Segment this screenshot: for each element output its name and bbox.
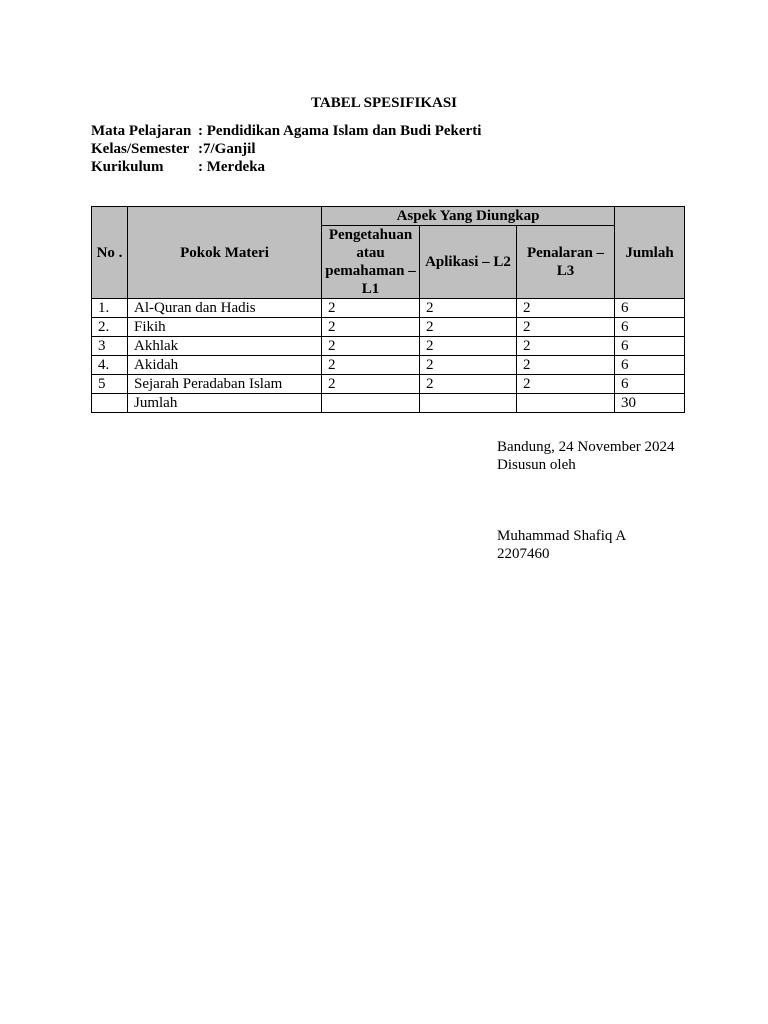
cell-l3: 2 [517,356,615,375]
table-row [92,337,685,356]
meta-label: Kurikulum [91,159,164,175]
cell-l1: 2 [322,299,420,318]
cell-materi: Fikih [128,318,322,337]
cell-materi: Sejarah Peradaban Islam [128,375,322,394]
cell-l3: 2 [517,299,615,318]
cell-l3: 2 [517,375,615,394]
author-name: Muhammad Shafiq A [497,528,627,544]
meta-row-subject [91,122,481,140]
cell-no: 2. [92,318,128,337]
cell-l2: 2 [420,299,517,318]
page-title: TABEL SPESIFIKASI [310,95,458,111]
cell-jumlah: 6 [615,318,685,337]
cell-no: 5 [92,375,128,394]
table-row [92,356,685,375]
meta-value: : Pendidikan Agama Islam dan Budi Pekerti [198,123,482,139]
cell-l2 [420,394,517,413]
cell-jumlah: 6 [615,356,685,375]
meta-row-class-semester [91,140,481,158]
cell-no: 3 [92,337,128,356]
cell-jumlah: 6 [615,375,685,394]
cell-total-label: Jumlah [128,394,322,413]
cell-materi: Akhlak [128,337,322,356]
cell-jumlah: 6 [615,337,685,356]
header-l1: Pengetahuan atau pemahaman – L1 [322,226,420,299]
cell-total-jumlah: 30 [615,394,685,413]
signature-header [497,438,674,474]
cell-l1: 2 [322,356,420,375]
meta-value: : Merdeka [198,159,266,175]
header-l3: Penalaran – L3 [517,226,615,299]
place-date: Bandung, 24 November 2024 [497,439,675,455]
meta-row-curriculum [91,158,481,176]
author-id: 2207460 [497,546,550,562]
table-row [92,375,685,394]
table-total-row [92,394,685,413]
header-jumlah: Jumlah [615,207,685,299]
cell-l2: 2 [420,318,517,337]
cell-l2: 2 [420,337,517,356]
header-l2: Aplikasi – L2 [420,226,517,299]
cell-jumlah: 6 [615,299,685,318]
cell-l1: 2 [322,337,420,356]
signature-block [497,527,626,563]
header-pokok-materi: Pokok Materi [128,207,322,299]
cell-l1 [322,394,420,413]
cell-materi: Al-Quran dan Hadis [128,299,322,318]
cell-l1: 2 [322,375,420,394]
cell-no [92,394,128,413]
meta-label: Mata Pelajaran [91,123,192,139]
cell-l2: 2 [420,356,517,375]
cell-l3 [517,394,615,413]
cell-l2: 2 [420,375,517,394]
cell-no: 1. [92,299,128,318]
header-no: No . [92,207,128,299]
cell-l3: 2 [517,318,615,337]
specification-table [91,206,685,413]
prepared-by-label: Disusun oleh [497,457,576,473]
cell-l1: 2 [322,318,420,337]
document-meta [91,122,481,176]
meta-label: Kelas/Semester [91,141,190,157]
meta-value: :7/Ganjil [198,141,256,157]
table-row [92,318,685,337]
cell-no: 4. [92,356,128,375]
cell-materi: Akidah [128,356,322,375]
table-row [92,299,685,318]
header-aspek: Aspek Yang Diungkap [322,207,615,226]
cell-l3: 2 [517,337,615,356]
